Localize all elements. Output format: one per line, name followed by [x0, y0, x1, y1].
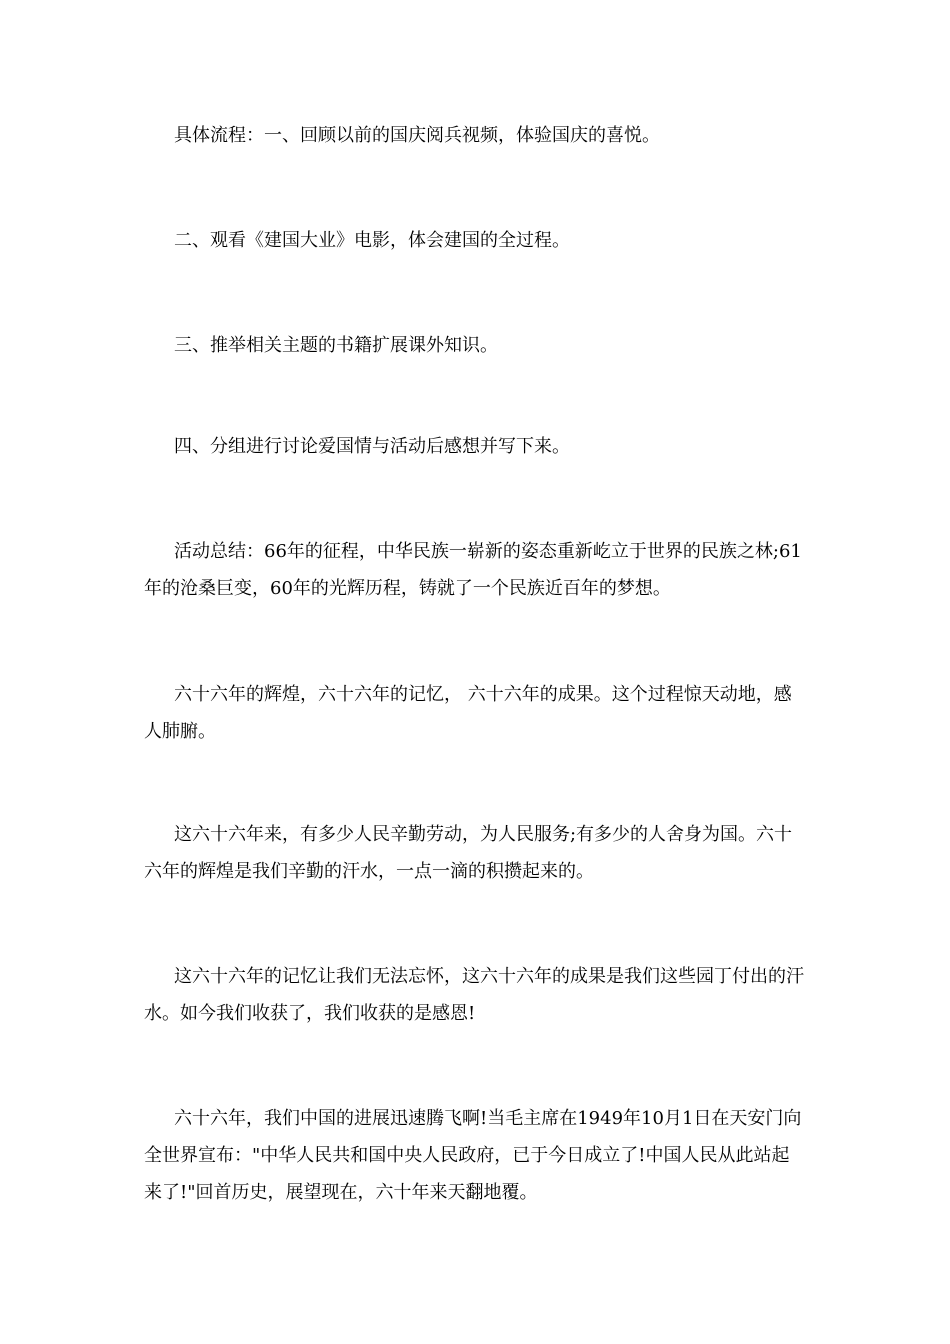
paragraph-process-step-3: 三、推举相关主题的书籍扩展课外知识。: [174, 335, 498, 356]
paragraph-sixty-six-years: 六十六年的辉煌，六十六年的记忆， 六十六年的成果。这个过程惊天动地，感人肺腑。: [144, 684, 792, 742]
paragraph-process-step-4: 四、分组进行讨论爱国情与活动后感想并写下来。: [174, 436, 570, 457]
paragraph-memories: 这六十六年的记忆让我们无法忘怀，这六十六年的成果是我们这些园丁付出的汗水。如今我们收获了，我们收获的是感恩!: [144, 966, 804, 1024]
paragraph-activity-summary: 活动总结：66年的征程，中华民族一崭新的姿态重新屹立于世界的民族之林;61年的沧桑巨变，60年的光辉历程，铸就了一个民族近百年的梦想。: [144, 541, 802, 599]
paragraph-founding-declaration: 六十六年，我们中国的进展迅速腾飞啊!当毛主席在1949年10月1日在天安门向全世界宣布："中华人民共和国中央人民政府，已于今日成立了!中国人民从此站起来了!"回首历史，展望现在，六十年来天翻地覆。: [144, 1108, 802, 1203]
paragraph-process-step-2: 二、观看《建国大业》电影，体会建国的全过程。: [174, 230, 570, 251]
paragraph-hard-work: 这六十六年来，有多少人民辛勤劳动，为人民服务;有多少的人舍身为国。六十六年的辉煌是我们辛勤的汗水，一点一滴的积攒起来的。: [144, 824, 793, 882]
paragraph-process-step-1: 具体流程：一、回顾以前的国庆阅兵视频，体验国庆的喜悦。: [174, 125, 660, 146]
